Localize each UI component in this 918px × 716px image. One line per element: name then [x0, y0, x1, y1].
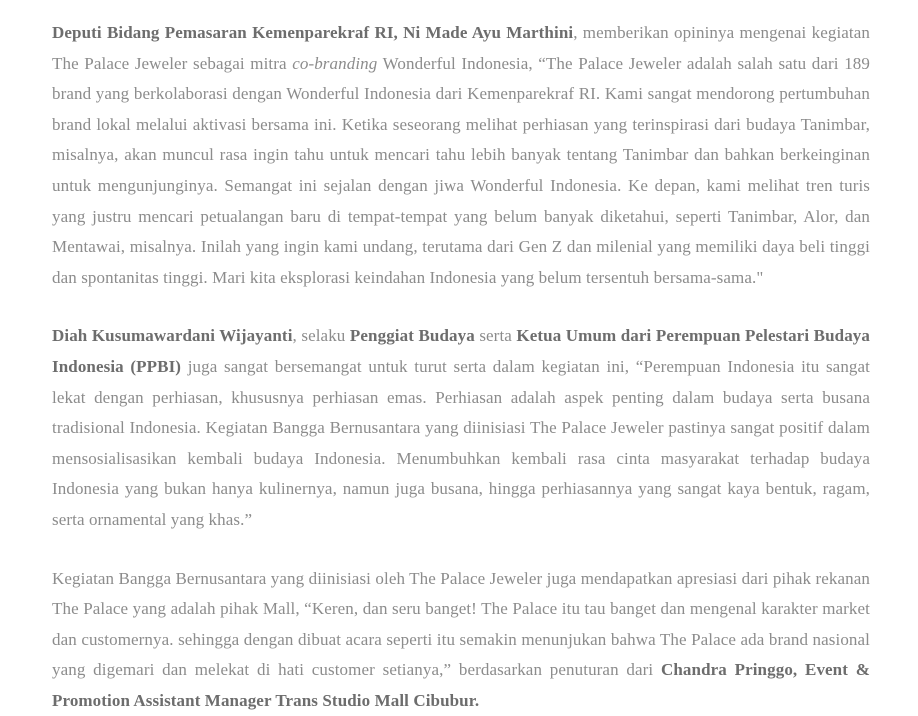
paragraph — [52, 321, 870, 535]
paragraph — [52, 18, 870, 293]
bold-text: Ketua Umum dari Perempuan Pelestari Budaya Indonesia (PPBI) — [52, 326, 870, 376]
bold-text: Chandra Pringgo, Event & Promotion Assistant Manager Trans Studio Mall Cibubur. — [52, 660, 870, 710]
body-text: juga sangat bersemangat untuk turut serta dalam kegiatan ini, “Perempuan Indonesia itu sangat lekat dengan perhiasan, khususnya perhiasan emas. Perhiasan adalah aspek penting dalam budaya serta busana tradisional Indonesia. Kegiatan Bangga Bernusantara yang diinisiasi The Palace Jeweler pastinya sangat positif dalam mensosialisasikan kembali budaya Indonesia. Menumbuhkan kembali rasa cinta masyarakat terhadap budaya Indonesia yang bukan hanya kulinernya, namun juga busana, hingga perhiasannya yang sangat kaya bentuk, ragam, serta ornamental yang khas.” — [52, 357, 870, 529]
body-text: Wonderful Indonesia, “The Palace Jeweler adalah salah satu dari 189 brand yang berkolaborasi dengan Wonderful Indonesia dari Kemenparekraf RI. Kami sangat mendorong pertumbuhan brand lokal melalui aktivasi bersama ini. Ketika seseorang melihat perhiasan yang terinspirasi dari budaya Tanimbar, misalnya, akan muncul rasa ingin tahu untuk mencari tahu lebih banyak tentang Tanimbar dan bahkan berkeinginan untuk mengunjunginya. Semangat ini sejalan dengan jiwa Wonderful Indonesia. Ke depan, kami melihat tren turis yang justru mencari petualangan baru di tempat-tempat yang belum banyak diketahui, seperti Tanimbar, Alor, dan Mentawai, misalnya. Inilah yang ingin kami undang, terutama dari Gen Z dan milenial yang memiliki daya beli tinggi dan spontanitas tinggi. Mari kita eksplorasi keindahan Indonesia yang belum tersentuh bersama-sama." — [52, 54, 870, 287]
bold-text: Diah Kusumawardani Wijayanti — [52, 326, 293, 345]
bold-text: Penggiat Budaya — [350, 326, 475, 345]
body-text: serta — [475, 326, 517, 345]
body-text: Kegiatan Bangga Bernusantara yang diinisiasi oleh The Palace Jeweler juga mendapatkan apresiasi dari pihak rekanan The Palace yang adalah pihak Mall, “Keren, dan seru banget! The Palace itu tau banget dan mengenal karakter market dan customernya. sehingga dengan dibuat acara seperti itu semakin menunjukan bahwa The Palace ada brand nasional yang digemari dan melekat di hati customer setianya,” berdasarkan penuturan dari — [52, 569, 870, 680]
paragraph — [52, 564, 870, 716]
body-text: , selaku — [293, 326, 350, 345]
italic-text: co-branding — [292, 54, 377, 73]
bold-text: Deputi Bidang Pemasaran Kemenparekraf RI, Ni Made Ayu Marthini — [52, 23, 573, 42]
body-text: , memberikan opininya mengenai kegiatan The Palace Jeweler sebagai mitra — [52, 23, 870, 73]
